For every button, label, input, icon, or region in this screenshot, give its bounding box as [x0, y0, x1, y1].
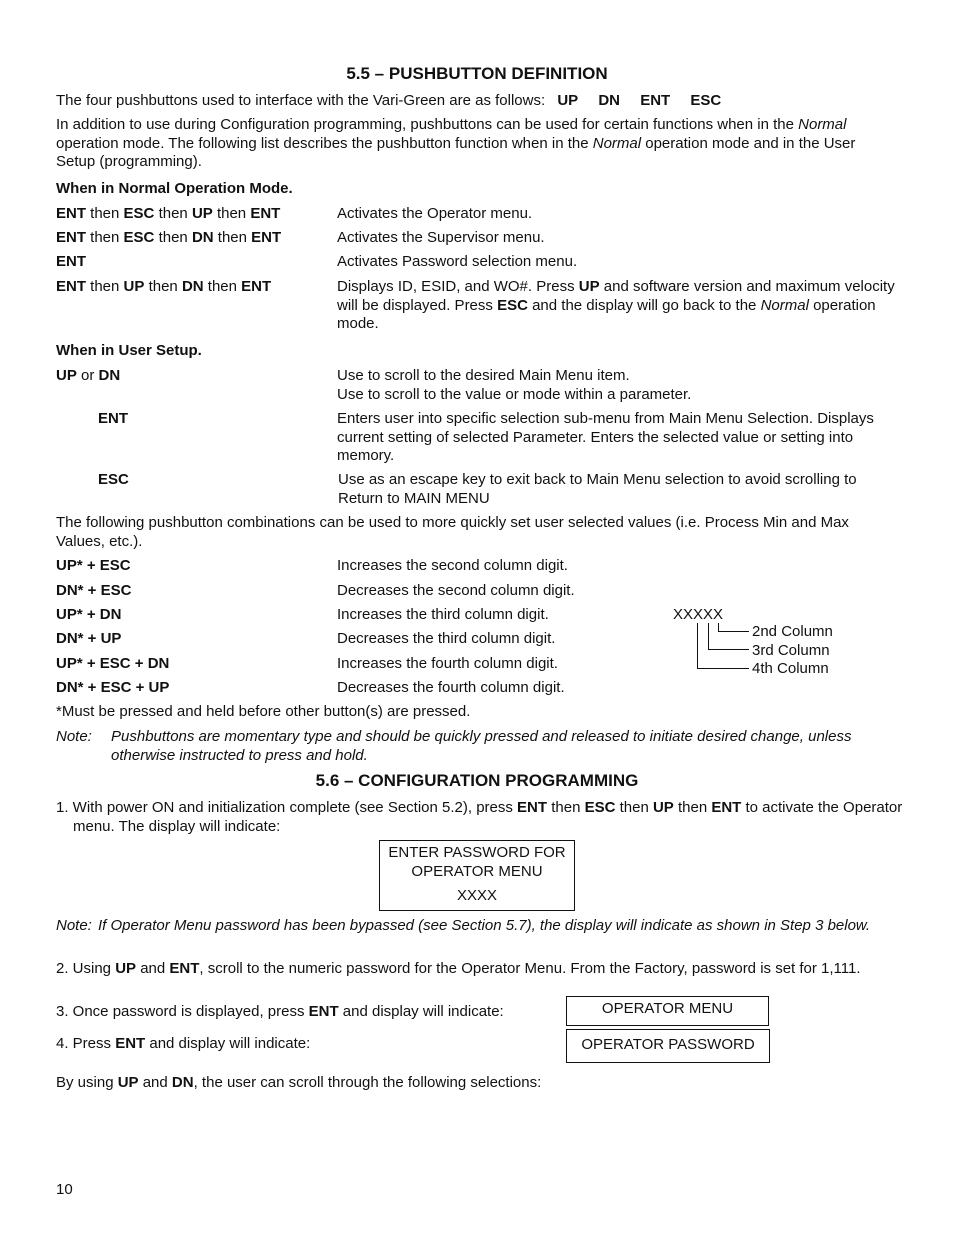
key: DN [98, 367, 121, 384]
desc-key: ESC [497, 296, 528, 314]
page-number: 10 [56, 1181, 73, 1198]
desc-line: Use to scroll to the value or mode within a parameter. [337, 385, 692, 403]
normal-row-3-keys: ENT [56, 253, 86, 270]
intro-text: The four pushbuttons used to interface with the Vari-Green are as follows: [56, 92, 546, 109]
step-key: ESC [584, 799, 616, 816]
combo-desc: Decreases the fourth column digit. [337, 679, 565, 696]
combo-key: UP* + ESC [56, 557, 131, 574]
step-text: , scroll to the numeric password for the Operator Menu. From the Factory, password is set for 1,111. [199, 960, 861, 977]
and-word: and [138, 1074, 172, 1091]
combo-desc: Increases the third column digit. [337, 606, 549, 623]
normal-row-4-desc [337, 278, 897, 334]
step-key: UP [652, 799, 674, 816]
desc-text: and the display will go back to the [527, 296, 761, 314]
final-line [56, 1074, 541, 1092]
then-word: then [90, 205, 120, 222]
para-normal-2: Normal [592, 134, 642, 152]
step-text: 2. Using [56, 960, 116, 977]
then-word: then [547, 799, 585, 816]
step-text: to activate the Operator menu. The display will indicate: [73, 799, 903, 835]
column-3-label: 3rd Column [752, 642, 830, 659]
key: ENT [56, 205, 86, 222]
key: ESC [123, 229, 155, 246]
step-key: ENT [169, 960, 200, 977]
note2-text [56, 917, 886, 936]
para-text-e: operation mode and in the User Setup (programming). [56, 134, 856, 170]
step-key: ENT [517, 799, 548, 816]
step-key: ENT [711, 799, 742, 816]
user-row-1-desc [337, 367, 897, 404]
normal-row-4-keys [56, 278, 271, 296]
key: ENT [56, 229, 86, 246]
key: UP [123, 278, 145, 295]
button-dn-label: DN [598, 92, 621, 109]
user-row-1-keys [56, 367, 120, 385]
note-label: Note: [56, 728, 92, 745]
combo-key: UP* + ESC + DN [56, 655, 170, 672]
then-word: then [615, 799, 653, 816]
step-text: and display will indicate: [145, 1035, 311, 1052]
intro-line [56, 92, 721, 110]
desc-text: operation mode. [337, 296, 876, 332]
combo-key: DN* + ESC + UP [56, 679, 170, 696]
key: UP [191, 205, 213, 222]
step-key: ENT [115, 1035, 146, 1052]
final-text: , the user can scroll through the following selections: [193, 1074, 542, 1091]
digit-placeholder: XXXXX [673, 606, 724, 623]
combo-key: DN* + UP [56, 630, 122, 647]
then-word: then [217, 229, 247, 246]
normal-row-2-desc: Activates the Supervisor menu. [337, 229, 545, 246]
combo-desc: Increases the fourth column digit. [337, 655, 558, 672]
key: UP [56, 367, 77, 384]
column-2-label: 2nd Column [752, 623, 833, 640]
combo-desc: Decreases the second column digit. [337, 582, 575, 599]
final-key: UP [117, 1074, 139, 1091]
intro-paragraph [56, 116, 896, 172]
note2-body: If Operator Menu password has been bypassed (see Section 5.7), the display will indicate as shown in Step 3 below. [98, 917, 871, 934]
button-ent-label: ENT [640, 92, 671, 109]
user-row-2-key: ENT [98, 410, 128, 427]
then-word: then [90, 278, 120, 295]
or-word: or [81, 367, 95, 384]
display-line: ENTER PASSWORD FOR [388, 844, 566, 861]
step-2 [56, 960, 903, 979]
user-row-3-key: ESC [98, 471, 129, 488]
and-word: and [136, 960, 170, 977]
step-text: 3. Once password is displayed, press [56, 1003, 309, 1020]
step-4 [56, 1035, 310, 1053]
then-word: then [207, 278, 237, 295]
column-4-connector [697, 623, 749, 669]
display-line: XXXX [456, 887, 498, 904]
key: DN [191, 229, 214, 246]
desc-text: and software version and maximum velocity will be displayed. Press [337, 278, 895, 314]
para-normal-1: Normal [798, 116, 847, 133]
note-text: Pushbuttons are momentary type and should be quickly pressed and released to initiate desired change, unless otherwise instructed to press and hold. [111, 728, 852, 764]
display-operator-password: OPERATOR PASSWORD [566, 1029, 770, 1063]
combo-intro: The following pushbutton combinations can be used to more quickly set user selected values (i.e. Process Min and Max Values, etc.). [56, 514, 849, 550]
step-text: 4. Press [56, 1035, 116, 1052]
final-text: By using [56, 1074, 118, 1091]
then-word: then [158, 229, 188, 246]
para-text-c: operation mode. The following list describes the pushbutton function when in the [56, 134, 593, 152]
step-3 [56, 1003, 504, 1021]
footnote: *Must be pressed and held before other button(s) are pressed. [56, 703, 471, 720]
key: ENT [250, 205, 281, 222]
combo-key: DN* + ESC [56, 582, 132, 599]
key: ENT [251, 229, 282, 246]
normal-row-1-keys [56, 205, 280, 223]
step-1 [56, 799, 903, 836]
final-key: DN [171, 1074, 194, 1091]
combo-desc: Increases the second column digit. [337, 557, 568, 574]
section-5-6-title: 5.6 – CONFIGURATION PROGRAMMING [315, 771, 639, 790]
desc-line: Use to scroll to the desired Main Menu item. [337, 367, 630, 384]
normal-row-2-keys [56, 229, 281, 247]
button-up-label: UP [557, 92, 579, 109]
normal-row-3-desc: Activates Password selection menu. [337, 253, 578, 270]
user-row-2-desc: Enters user into specific selection sub-menu from Main Menu Selection. Displays current setting of selected Parameter. Enters the selected value or setting into memory. [337, 410, 874, 464]
step-key: ENT [308, 1003, 339, 1020]
note2-label: Note: [56, 917, 92, 934]
key: ENT [241, 278, 272, 295]
key: DN [181, 278, 204, 295]
desc-key: UP [578, 278, 600, 295]
user-setup-heading: When in User Setup. [56, 342, 202, 359]
para-text-a: In addition to use during Configuration programming, pushbuttons can be used for certain functions when in the [56, 116, 799, 133]
step-text: and display will indicate: [338, 1003, 504, 1020]
display-line: OPERATOR MENU [411, 862, 543, 880]
step-key: UP [115, 960, 137, 977]
then-word: then [216, 205, 247, 222]
key: ENT [56, 278, 86, 295]
column-4-label: 4th Column [752, 660, 829, 677]
user-row-3-desc: Use as an escape key to exit back to Main Menu selection to avoid scrolling to Return to MAIN MENU [338, 471, 857, 507]
then-word: then [90, 229, 120, 246]
step-text: 1. With power ON and initialization complete (see Section 5.2), press [56, 799, 518, 816]
desc-text: Displays ID, ESID, and WO#. Press [337, 278, 579, 295]
then-word: then [148, 278, 178, 295]
then-word: then [158, 205, 188, 222]
display-enter-password [379, 840, 575, 911]
then-word: then [673, 799, 712, 816]
section-5-5-title: 5.5 – PUSHBUTTON DEFINITION [346, 64, 608, 83]
button-esc-label: ESC [690, 92, 722, 109]
normal-mode-heading: When in Normal Operation Mode. [56, 180, 293, 197]
desc-normal: Normal [760, 296, 809, 314]
combo-desc: Decreases the third column digit. [337, 630, 556, 647]
key: ESC [123, 205, 155, 222]
display-operator-menu: OPERATOR MENU [566, 996, 769, 1026]
normal-row-1-desc: Activates the Operator menu. [337, 205, 533, 222]
combo-key: UP* + DN [56, 606, 122, 623]
